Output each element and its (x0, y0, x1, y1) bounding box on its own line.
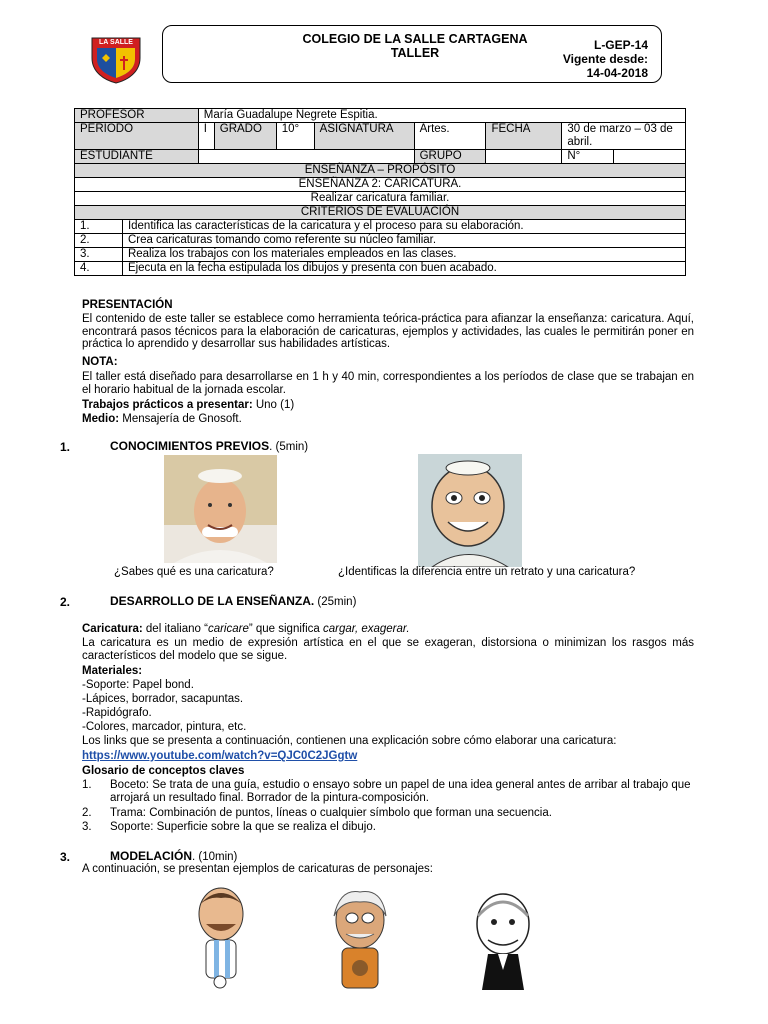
section1-num: 1. (60, 440, 71, 454)
vigente-date: 14-04-2018 (586, 66, 648, 80)
criterio-text: Identifica las características de la caricatura y el proceso para su elaboración. (122, 220, 685, 234)
materiales-list (82, 679, 246, 735)
pope-caricature (418, 454, 522, 567)
grupo-label: GRUPO (414, 150, 486, 164)
asignatura-value: Artes. (414, 123, 486, 150)
logo-text: LA SALLE (99, 39, 133, 46)
fecha-value: 30 de marzo – 03 de abril. (562, 123, 686, 150)
links-text: Los links que se presenta a continuación, contienen una explicación sobre cómo elaborar una caricatura: (82, 735, 617, 747)
caricatura-word: caricare (207, 623, 249, 635)
school-logo (88, 32, 144, 84)
caricatura-a: del italiano “ (142, 623, 208, 635)
criterio-text: Realiza los trabajos con los materiales empleados en las clases. (122, 248, 685, 262)
section2-title: DESARROLLO DE LA ENSEÑANZA. (110, 594, 315, 608)
section3-title: MODELACIÓN (110, 849, 192, 863)
garcia-marquez-caricature (330, 888, 390, 992)
section2-heading (110, 595, 356, 609)
medio-value: Mensajería de Gnosoft. (119, 413, 242, 425)
pope-photo (164, 455, 277, 563)
trabajos-label: Trabajos prácticos a presentar: (82, 399, 253, 411)
section1-heading (110, 440, 308, 454)
caricatura-meaning: cargar, exagerar. (323, 623, 410, 635)
glosario-text: Boceto: Se trata de una guía, estudio o ensayo sobre un papel de una idea general antes de arribar al trabajo que arrojará un resultado final. Borrador de la pintura-composición. (110, 779, 691, 804)
glosario-item (82, 779, 694, 807)
glosario-text: Trama: Combinación de puntos, líneas o cualquier símbolo que forman una secuencia. (110, 807, 552, 819)
medio-line (82, 413, 242, 426)
criterio-row (75, 220, 686, 234)
section2-time: (25min) (314, 596, 357, 608)
criterio-row (75, 234, 686, 248)
caricatura-label: Caricatura: (82, 623, 143, 635)
medio-label: Medio: (82, 413, 120, 425)
section3-heading (110, 850, 237, 864)
estudiante-label: ESTUDIANTE (75, 150, 199, 164)
list-item: -Colores, marcador, pintura, etc. (82, 721, 247, 733)
glosario-item (82, 821, 694, 835)
section1-time: . (5min) (269, 441, 309, 453)
list-item: -Rapidógrafo. (82, 707, 152, 719)
caption-right: ¿Identificas la diferencia entre un retrato y una caricatura? (338, 566, 636, 578)
grupo-value (486, 150, 562, 164)
no-value (614, 150, 686, 164)
glosario-label: Glosario de conceptos claves (82, 765, 245, 777)
info-table (74, 108, 686, 276)
section3-intro: A continuación, se presentan ejemplos de caricaturas de personajes: (82, 863, 433, 875)
section2-num: 2. (60, 595, 71, 609)
glosario-num: 2. (82, 807, 92, 819)
section1-title: CONOCIMIENTOS PREVIOS (110, 439, 270, 453)
youtube-link[interactable]: https://www.youtube.com/watch?v=QJC0C2JGgtw (82, 750, 358, 762)
doc-type: TALLER (390, 46, 440, 60)
section3-num: 3. (60, 850, 71, 864)
periodo-label: PERIODO (75, 123, 199, 150)
criterio-row (75, 262, 686, 276)
list-item: -Soporte: Papel bond. (82, 679, 194, 691)
caricatura-body: La caricatura es un medio de expresión artística en el que se exageran, distorsiona o minimizan los rasgos más característicos del modelo que se sigue. (82, 637, 694, 662)
trabajos-line (82, 399, 294, 412)
criterio-num: 4. (75, 262, 123, 276)
ensenanza-proposito: ENSEÑANZA – PROPÓSITO (75, 164, 686, 178)
profesor-label: PROFESOR (75, 109, 199, 123)
no-label: N° (562, 150, 614, 164)
glosario-item (82, 807, 694, 821)
grado-value: 10° (276, 123, 314, 150)
glosario-num: 3. (82, 821, 92, 833)
glosario-text: Soporte: Superficie sobre la que se realiza el dibujo. (110, 821, 376, 833)
criterios-title: CRITERIOS DE EVALUACIÓN (75, 206, 686, 220)
criterio-num: 1. (75, 220, 123, 234)
header-title (270, 32, 560, 60)
estudiante-value (198, 150, 414, 164)
criterio-num: 2. (75, 234, 123, 248)
caricatura-b: ” que significa (248, 623, 323, 635)
criterio-num: 3. (75, 248, 123, 262)
proposito: Realizar caricatura familiar. (75, 192, 686, 206)
presentacion-body: El contenido de este taller se establece como herramienta teórica-práctica para afianzar la enseñanza: caricatura. Aquí, encontrará pasos técnicos para la elaboración de caricaturas, ejemplos y actividades, las cuales le permitirán poner en práctica lo aprendido y desarrollar sus habilidades artísticas. (82, 313, 694, 351)
trabajos-value: Uno (1) (252, 399, 295, 411)
presentacion-title: PRESENTACIÓN (82, 299, 173, 311)
nota-body: El taller está diseñado para desarrollarse en 1 h y 40 min, correspondientes a los períodos de clase que se trabajan en el horario habitual de la jornada escolar. (82, 371, 694, 396)
vigente-label: Vigente desde: (562, 52, 648, 66)
section3-time: . (10min) (192, 851, 238, 863)
list-item: -Lápices, borrador, sacapuntas. (82, 693, 244, 705)
grado-label: GRADO (214, 123, 276, 150)
caption-left: ¿Sabes qué es una caricatura? (114, 566, 274, 578)
criterio-row (75, 248, 686, 262)
asignatura-label: ASIGNATURA (314, 123, 414, 150)
profesor-value: María Guadalupe Negrete Espitia. (198, 109, 685, 123)
messi-caricature (192, 886, 250, 990)
school-name: COLEGIO DE LA SALLE CARTAGENA (302, 32, 528, 46)
ensenanza2: ENSEÑANZA 2: CARICATURA. (75, 178, 686, 192)
criterio-text: Ejecuta en la fecha estipulada los dibujos y presenta con buen acabado. (122, 262, 685, 276)
mandela-caricature (470, 890, 536, 990)
header-code (540, 38, 648, 80)
nota-label: NOTA: (82, 356, 118, 368)
materiales-label: Materiales: (82, 665, 143, 677)
caricatura-def (82, 623, 410, 636)
fecha-label: FECHA (486, 123, 562, 150)
periodo-value: I (198, 123, 214, 150)
criterio-text: Crea caricaturas tomando como referente su núcleo familiar. (122, 234, 685, 248)
doc-code: L-GEP-14 (593, 38, 648, 52)
glosario-num: 1. (82, 779, 92, 791)
